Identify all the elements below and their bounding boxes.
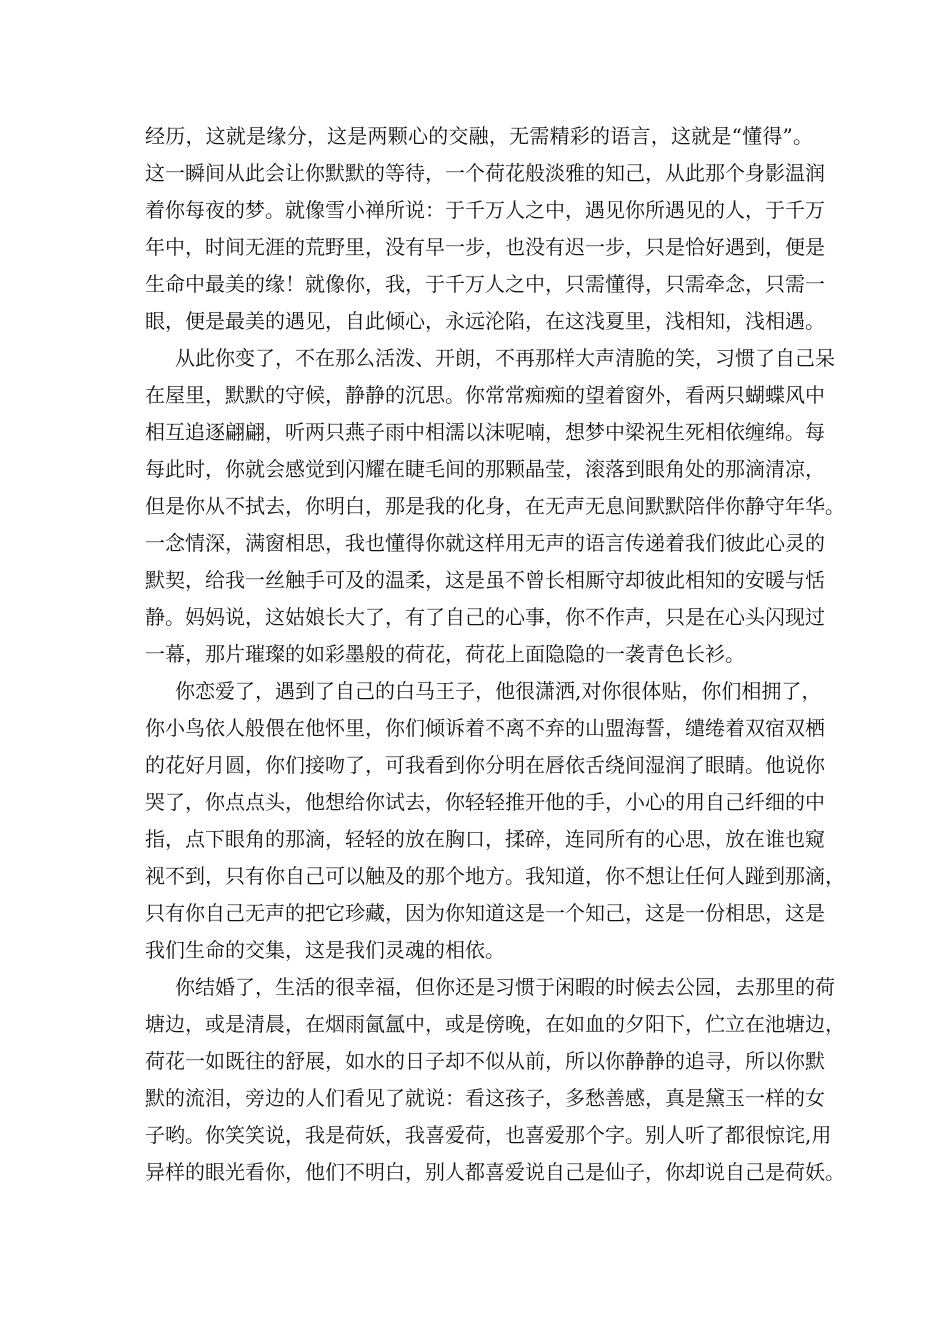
text-line: 经历，这就是缘分，这是两颗心的交融，无需精彩的语言，这就是“懂得”。 [145, 124, 813, 148]
text-line: 默契，给我一丝触手可及的温柔，这是虽不曾长相厮守却彼此相知的安暖与恬 [145, 568, 825, 592]
text-line: 指，点下眼角的那滴，轻轻的放在胸口，揉碎，连同所有的心思，放在谁也窥 [145, 827, 825, 851]
text-line: 子哟。你笑笑说，我是荷妖，我喜爱荷，也喜爱那个字。别人听了都很惊诧,用 [145, 1123, 832, 1147]
text-line: 在屋里，默默的守候，静静的沉思。你常常痴痴的望着窗外，看两只蝴蝶风中 [145, 383, 825, 407]
text-line: 荷花一如既往的舒展，如水的日子却不似从前，所以你静静的追寻，所以你默 [145, 1049, 825, 1073]
text-line: 眼，便是最美的遇见，自此倾心，永远沦陷，在这浅夏里，浅相知，浅相遇。 [145, 309, 825, 333]
text-line: 你小鸟依人般偎在他怀里，你们倾诉着不离不弃的山盟海誓，缱绻着双宿双栖 [145, 716, 825, 740]
text-line: 相互追逐翩翩，听两只燕子雨中相濡以沫呢喃，想梦中梁祝生死相依缠绵。每 [145, 420, 825, 444]
paragraph-2 [145, 340, 845, 673]
text-line: 但是你从不拭去，你明白，那是我的化身，在无声无息间默默陪伴你静守年华。 [145, 494, 845, 518]
paragraph-1 [145, 118, 825, 340]
text-line: 视不到，只有你自己可以触及的那个地方。我知道，你不想让任何人踫到那滴， [145, 864, 845, 888]
text-line: 异样的眼光看你，他们不明白，别人都喜爱说自己是仙子，你却说自己是荷妖。 [145, 1160, 845, 1184]
text-line: 一念情深，满窗相思，我也懂得你就这样用无声的语言传递着我们彼此心灵的 [145, 531, 825, 555]
document-body [145, 118, 845, 1191]
text-line: 生命中最美的缘！就像你，我，于千万人之中，只需懂得，只需牵念，只需一 [145, 272, 825, 296]
text-line: 你结婚了，生活的很幸福，但你还是习惯于闲暇的时候去公园，去那里的荷 [175, 975, 835, 999]
text-line: 的花好月圆，你们接吻了，可我看到你分明在唇依舌绕间湿润了眼睛。他说你 [145, 753, 825, 777]
text-line: 我们生命的交集，这是我们灵魂的相依。 [145, 938, 505, 962]
text-line: 一幕，那片璀璨的如彩墨般的荷花，荷花上面隐隐的一袭青色长衫。 [145, 642, 745, 666]
text-line: 哭了，你点点头，他想给你试去，你轻轻推开他的手，小心的用自己纤细的中 [145, 790, 825, 814]
paragraph-4 [145, 969, 845, 1191]
text-line: 塘边，或是清晨，在烟雨氤氲中，或是傍晚，在如血的夕阳下，伫立在池塘边， [145, 1012, 845, 1036]
text-line: 只有你自己无声的把它珍藏，因为你知道这是一个知己，这是一份相思，这是 [145, 901, 825, 925]
paragraph-3 [145, 673, 845, 969]
text-line: 从此你变了，不在那么活泼、开朗，不再那样大声清脆的笑，习惯了自己呆 [175, 346, 835, 370]
text-line: 默的流泪，旁边的人们看见了就说：看这孩子，多愁善感，真是黛玉一样的女 [145, 1086, 825, 1110]
text-line: 你恋爱了，遇到了自己的白马王子，他很潇洒,对你很体贴，你们相拥了， [175, 679, 822, 703]
text-line: 年中，时间无涯的荒野里，没有早一步，也没有迟一步，只是恰好遇到，便是 [145, 235, 825, 259]
text-line: 每此时，你就会感觉到闪耀在睫毛间的那颗晶莹，滚落到眼角处的那滴清凉， [145, 457, 825, 481]
text-line: 这一瞬间从此会让你默默的等待，一个荷花般淡雅的知己，从此那个身影温润 [145, 161, 825, 185]
text-line: 着你每夜的梦。就像雪小禅所说：于千万人之中，遇见你所遇见的人，于千万 [145, 198, 825, 222]
text-line: 静。妈妈说，这姑娘长大了，有了自己的心事，你不作声，只是在心头闪现过 [145, 605, 825, 629]
